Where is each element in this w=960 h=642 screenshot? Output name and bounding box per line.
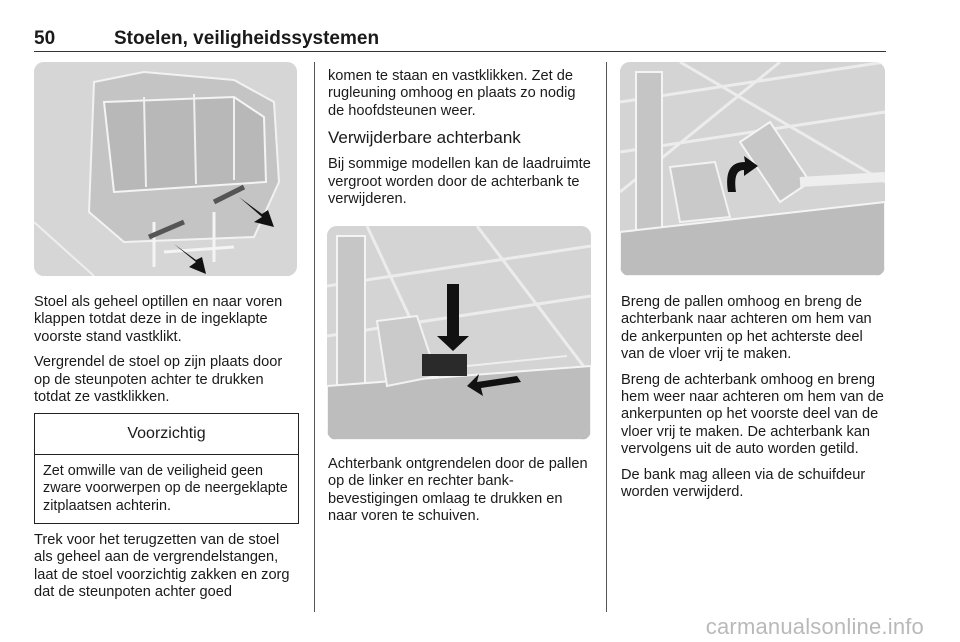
paragraph: Breng de achterbank omhoog en breng hem weer naar achteren om hem van de ankerpunten op het voorste deel van de vloer vrij te maken. De achterbank kan vervolgens uit de auto worden getild. [621, 371, 884, 458]
seat-lift-illustration [620, 62, 885, 276]
column-divider-2 [606, 62, 607, 612]
seat-unlock-drawing [327, 226, 591, 440]
page-number: 50 [34, 28, 56, 49]
column-1-text [34, 294, 299, 414]
page-header [34, 28, 886, 50]
caution-text: Zet omwille van de veiligheid geen zware voorwerpen op de neergeklapte zitplaatsen achterin. [43, 463, 288, 514]
seat-folded-illustration [34, 62, 297, 276]
section-heading: Verwijderbare achterbank [328, 128, 521, 148]
watermark: carmanualsonline.info [705, 614, 924, 639]
chapter-title: Stoelen, veiligheidssystemen [114, 28, 380, 49]
seat-folded-drawing [34, 62, 297, 276]
paragraph: Vergrendel de stoel op zijn plaats door op de steunpoten achter te drukken totdat ze vastklikken. [34, 354, 283, 406]
seat-unlock-illustration [327, 226, 591, 440]
paragraph: Breng de pallen omhoog en breng de achterbank naar achteren om hem van de ankerpunten op het achterste deel van de vloer vrij te maken. [621, 294, 872, 363]
seat-lift-drawing [620, 62, 885, 276]
caution-box [34, 413, 299, 524]
column-2-text [328, 68, 592, 216]
paragraph: Bij sommige modellen kan de laadruimte vergroot worden door de achterbank te verwijderen. [328, 156, 591, 208]
caution-title: Voorzichtig [35, 414, 298, 455]
paragraph: komen te staan en vastklikken. Zet de rugleuning omhoog en plaats zo nodig de hoofdsteunen weer. [328, 68, 576, 119]
paragraph: Achterbank ontgrendelen door de pallen op de linker en rechter bankbevestigingen omlaag te drukken en naar voren te schuiven. [328, 456, 588, 525]
paragraph: Stoel als geheel optillen en naar voren klappen totdat deze in de ingeklapte voorste stand vastklikt. [34, 294, 283, 345]
header-rule [34, 51, 886, 52]
column-divider-1 [314, 62, 315, 612]
paragraph: De bank mag alleen via de schuifdeur worden verwijderd. [621, 466, 866, 501]
column-3-text [621, 294, 887, 509]
paragraph: Trek voor het terugzetten van de stoel als geheel aan de vergrendelstangen, laat de stoel voorzichtig zakken en zorg dat de steunpoten achter goed [34, 532, 290, 601]
column-2-bottom-text [328, 456, 594, 534]
column-1-bottom-text [34, 532, 300, 610]
